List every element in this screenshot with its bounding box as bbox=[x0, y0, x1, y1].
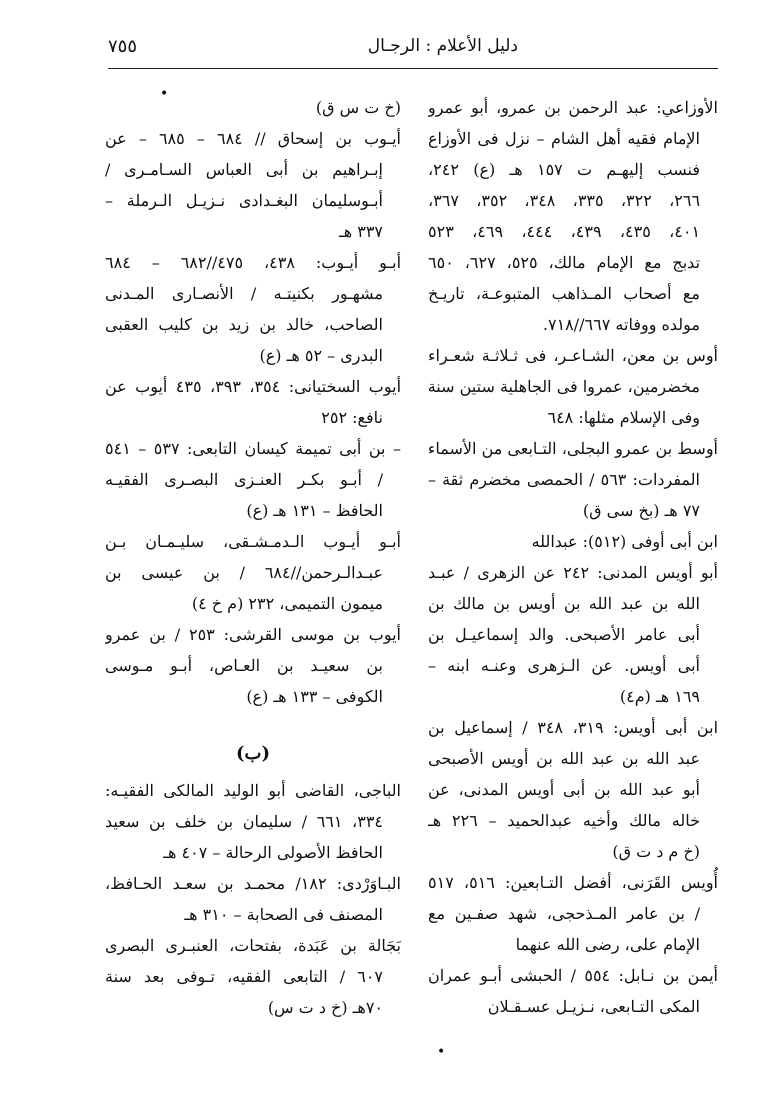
index-entry bbox=[105, 775, 401, 868]
entry-continuation-line: ٧٠هـ (خ د ت س) bbox=[267, 998, 383, 1017]
index-entry bbox=[105, 930, 401, 1023]
entry-headword-line: أيمن بن نـابل: ٥٥٤ / الحبشى أبـو عمران bbox=[428, 966, 718, 985]
index-entry bbox=[105, 619, 401, 712]
entry-continuation-line: خاله مالك وأخيه عبدالحميد – ٢٢٦ هـ bbox=[428, 811, 700, 830]
entry-continuation-line: فنسب إليهـم ت ١٥٧ هـ (ع) ٢٤٢، bbox=[428, 160, 701, 179]
index-column-right bbox=[428, 92, 718, 1022]
index-column-left bbox=[105, 92, 401, 1023]
entry-continuation-line: ١٦٩ هـ (م٤) bbox=[619, 687, 700, 706]
entry-headword-line: بَجَالة بن عَبَدة، بفتحات، العنبـرى البصرى bbox=[105, 936, 401, 955]
entry-headword-line: أبـو أيـوب: ٤٣٨، ٤٧٥//٦٨٢ – ٦٨٤ bbox=[105, 253, 401, 272]
decorative-dot: • bbox=[160, 86, 169, 102]
entry-headword-line: أبو أويس المدنى: ٢٤٢ عن الزهرى / عبـد bbox=[428, 563, 718, 582]
index-entry bbox=[105, 247, 401, 371]
entry-continuation-line: الحافظ الأصولى الرحالة – ٤٠٧ هـ bbox=[163, 843, 383, 862]
entry-continuation-line: الله بن عبد الله بن أويس بن مالك بن bbox=[428, 594, 700, 613]
index-entry bbox=[428, 867, 718, 960]
entry-continuation-line: مشهـور بكنيتـه / الأنصـارى المـدنى bbox=[105, 284, 383, 303]
entry-continuation-line: أبى عامر الأصبحى. والد إسماعيـل بن bbox=[428, 625, 700, 644]
header-rule bbox=[108, 68, 718, 69]
entry-headword-line: أوس بن معن، الشـاعـر، فى ثـلاثـة شعـراء bbox=[428, 346, 718, 365]
index-entry bbox=[428, 340, 718, 433]
entry-continuation-line: الإمام على، رضى الله عنهما bbox=[515, 935, 700, 954]
entry-continuation-line: (خ م د ت ق) bbox=[612, 842, 700, 861]
entry-continuation-line: ٦٠٧ / التابعى الفقيه، تـوفى بعد سنة bbox=[105, 967, 383, 986]
index-entry bbox=[105, 371, 401, 433]
entry-continuation-line: ٣٣٧ هـ bbox=[339, 222, 383, 241]
page-number: ٧٥٥ bbox=[108, 36, 138, 57]
index-entry bbox=[105, 526, 401, 619]
entry-headword-line: (خ ت س ق) bbox=[315, 98, 401, 117]
entry-continuation-line: أبـوسليمان البغـدادى نـزيـل الـرملة – bbox=[105, 191, 383, 210]
entry-continuation-line: وفى الإسلام مثلها: ٦٤٨ bbox=[547, 408, 700, 427]
index-entry bbox=[428, 526, 718, 557]
index-entry bbox=[428, 557, 718, 712]
entry-headword-line: – بن أبى تميمة كيسان التابعى: ٥٣٧ – ٥٤١ bbox=[105, 439, 401, 458]
entry-continuation-line: مخضرمين، عمروا فى الجاهلية ستين سنة bbox=[428, 377, 700, 396]
entry-continuation-line: الحافظ – ١٣١ هـ (ع) bbox=[246, 501, 383, 520]
entry-continuation-line: نافع: ٢٥٢ bbox=[321, 408, 383, 427]
entry-continuation-line: / أبـو بكـر العنـزى البصـرى الفقيـه bbox=[105, 470, 383, 489]
entry-continuation-line: المكى التـابعى، نـزيـل عسـقـلان bbox=[487, 997, 700, 1016]
entry-continuation-line: المصنف فى الصحابة – ٣١٠ هـ bbox=[184, 905, 383, 924]
entry-headword-line: ابن أبى أويس: ٣١٩، ٣٤٨ / إسماعيل بن bbox=[428, 718, 718, 737]
index-entry bbox=[428, 960, 718, 1022]
entry-continuation-line: تدبج مع الإمام مالك، ٥٢٥، ٦٢٧، ٦٥٠ bbox=[428, 253, 701, 272]
entry-continuation-line: / بن عامر المـذحجى، شهد صفـين مع bbox=[428, 904, 700, 923]
entry-continuation-line: المفردات: ٥٦٣ / الحمصى مخضرم ثقة – bbox=[428, 470, 700, 489]
entry-headword-line: ابن أبى أوفى (٥١٢): عبدالله bbox=[531, 532, 718, 551]
decorative-dot: • bbox=[437, 1044, 446, 1060]
entry-headword-line: أُويس القَرَنى، أفضل التـابعين: ٥١٦، ٥١٧ bbox=[428, 873, 718, 892]
section-heading: (ب) bbox=[236, 743, 270, 764]
running-title: دليل الأعلام : الرجـال bbox=[367, 36, 518, 56]
entry-headword-line: أيوب بن موسى القرشى: ٢٥٣ / بن عمرو bbox=[105, 625, 401, 644]
entry-continuation-line: الإمام فقيه أهل الشام – نزل فى الأوزاع bbox=[428, 129, 700, 148]
entry-continuation-line: أبو عبد الله بن أبى أويس المدنى، عن bbox=[428, 780, 700, 799]
entry-continuation-line: إبـراهيم بن أبى العباس السـامـرى / bbox=[105, 160, 383, 179]
index-entry bbox=[105, 868, 401, 930]
entry-headword-line: الباجى، القاضى أبو الوليد المالكى الفقيـه: bbox=[105, 781, 401, 800]
entry-continuation-line: ٧٧ هـ (بخ سى ق) bbox=[582, 501, 700, 520]
entry-continuation-line: عبد الله بن عبد الله بن أويس الأصبحى bbox=[428, 749, 700, 768]
entry-headword-line: أبـو أيـوب الـدمـشـقى، سليـمـان بـن bbox=[105, 532, 401, 551]
index-entry bbox=[105, 92, 401, 123]
index-entry bbox=[105, 433, 401, 526]
entry-continuation-line: مولده ووفاته ٦٦٧//٧١٨. bbox=[542, 315, 700, 334]
entry-continuation-line: الكوفى – ١٣٣ هـ (ع) bbox=[246, 687, 383, 706]
entry-continuation-line: بن سعيـد بن العـاص، أبـو مـوسى bbox=[105, 656, 383, 675]
entry-headword-line: أيوب السختيانى: ٣٥٤، ٣٩٣، ٤٣٥ أيوب عن bbox=[105, 377, 401, 396]
index-entry bbox=[428, 712, 718, 867]
entry-continuation-line: عبـدالـرحمن//٦٨٤ / بن عيسى بن bbox=[105, 563, 383, 582]
entry-headword-line: أيـوب بن إسحاق // ٦٨٤ – ٦٨٥ – عن bbox=[105, 129, 401, 148]
entry-continuation-line: مع أصحاب المـذاهب المتبوعـة، تاريـخ bbox=[428, 284, 700, 303]
entry-continuation-line: الصاحب، خالد بن زيد بن كليب العقبى bbox=[105, 315, 383, 334]
entry-continuation-line: البدرى – ٥٢ هـ (ع) bbox=[259, 346, 383, 365]
entry-continuation-line: ٤٠١، ٤٣٥، ٤٣٩، ٤٤٤، ٤٦٩، ٥٢٣ bbox=[428, 222, 701, 241]
entry-headword-line: الأوزاعي: عبد الرحمن بن عمرو، أبو عمرو bbox=[428, 98, 718, 117]
entry-headword-line: أوسط بن عمرو البجلى، التـابعى من الأسماء bbox=[428, 439, 718, 458]
index-entry bbox=[105, 123, 401, 247]
index-entry bbox=[428, 92, 718, 340]
entry-continuation-line: ميمون التميمى، ٢٣٢ (م خ ٤) bbox=[191, 594, 383, 613]
entry-continuation-line: ٣٣٤، ٦٦١ / سليمان بن خلف بن سعيد bbox=[105, 812, 383, 831]
entry-continuation-line: أبى أويس. عن الـزهرى وعنـه ابنه – bbox=[428, 656, 700, 675]
page-header bbox=[108, 30, 718, 64]
index-entry bbox=[428, 433, 718, 526]
entry-headword-line: البـاوَرْدى: ١٨٢/ محمـد بن سعـد الحـافظ، bbox=[105, 874, 401, 893]
entry-continuation-line: ٢٦٦، ٣٢٢، ٣٣٥، ٣٤٨، ٣٥٢، ٣٦٧، bbox=[428, 191, 701, 210]
